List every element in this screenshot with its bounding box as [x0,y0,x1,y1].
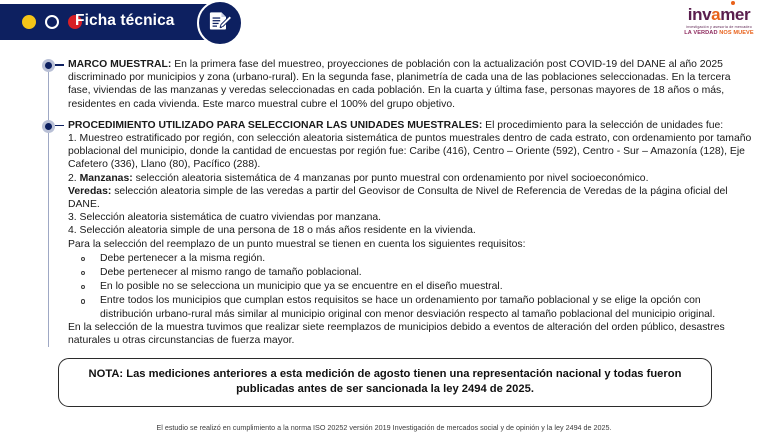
list-item: En lo posible no se selecciona un municipio que ya se encuentre en el diseño muestral. [68,280,754,293]
list-item: Entre todos los municipios que cumplan estos requisitos se hace un ordenamiento por tamaño poblacional y se elige la opción con distribución urbano-rural más similar al municipio original con menor desviación respecto al tamaño poblacional del municipio original. [68,294,754,320]
list-item: Debe pertenecer al mismo rango de tamaño poblacional. [68,266,754,279]
list-item: 3. Selección aleatoria sistemática de cuatro viviendas por manzana. [68,212,382,224]
timeline-stem-icon [55,64,64,66]
section-body: En la primera fase del muestreo, proyecciones de población con la actualización post COVID-19 del DANE al año 2025 discriminado por municipios y zona (urbano-rural). En la segunda fase, planimetría de cada una de las poblaciones seleccionadas. En la tercera fase, viviendas de las manzanas y veredas seleccionadas en cada población. En la cuarta y última fase, personas mayores de 18 años o más, residentes en cada vivienda. Este marco muestral cubre el 100% del grupo objetivo. [68,59,731,110]
header-dots [22,15,82,29]
timeline-stem-icon [55,125,64,127]
logo-word-part1: inv [687,5,712,24]
section-marco-muestral [42,58,754,111]
logo-tagline-2: NOS MUEVE [719,30,754,37]
invamer-logo [676,6,762,37]
closing-paragraph: En la selección de la muestra tuvimos que realizar siete reemplazos de municipios debido a eventos de alteración del orden público, desastres naturales u otras circunstancias de fuerza mayor. [68,321,725,347]
logo-tagline [676,31,762,37]
document-pencil-icon [197,0,243,46]
section-lead: MARCO MUESTRAL: [68,59,172,70]
note-container [58,358,712,407]
page-title: Ficha técnica [75,12,175,29]
section-procedimiento [42,119,754,347]
note-line-1: NOTA: Las mediciones anteriores a esta medición de agosto tienen una representación nacional y todas fueron [88,368,682,380]
list-item: 1. Muestreo estratificado por región, con selección aleatoria sistemática de puntos muestrales dentro de cada estrato, con ordenamiento por tamaño poblacional del municipio, donde la cantidad de encuestas por región fue: Caribe (416), Centro – Oriente (592), Centro - Sur – Amazonía (128), Eje Cafetero (336), Llano (80), Pacífico (288). [68,133,752,171]
footer-note: El estudio se realizó en cumplimiento a la norma ISO 20252 versión 2019 Investigación de mercados social y de opinión y la ley 2494 de 2025. [156,423,612,432]
page-header [0,4,768,48]
note-line-2: publicadas antes de ser sancionada la ley 2494 de 2025. [236,383,534,395]
logo-dot-icon [731,1,735,5]
dot-yellow-icon [22,15,36,29]
logo-word-part2: mer [720,5,751,24]
section-paragraph [68,119,754,132]
procedure-steps [68,132,754,238]
timeline-bullet-icon [42,120,55,133]
logo-tagline-1: LA VERDAD [684,30,718,37]
logo-flame-letter: a [711,5,721,24]
logo-subtitle: investigación y asesoría de mercadeo [686,24,752,29]
timeline-bullet-icon [42,59,55,72]
dot-blue-icon [45,15,59,29]
replacement-requirements [68,252,754,321]
section-paragraph [68,58,754,111]
section-body: El procedimiento para la selección de unidades fue: [482,119,724,131]
list-item: 2. Manzanas: selección aleatoria sistemática de 4 manzanas por punto muestral con ordenamiento por nivel socioeconómico. [68,172,649,184]
list-item: 4. Selección aleatoria simple de una persona de 18 o más años residente en la vivienda. [68,225,476,237]
content-area [42,58,754,355]
section-lead: PROCEDIMIENTO UTILIZADO PARA SELECCIONAR LAS UNIDADES MUESTRALES: [68,119,483,131]
logo-wordmark [688,6,750,23]
list-item: Debe pertenecer a la misma región. [68,252,754,265]
list-item: Veredas: selección aleatoria simple de las veredas a partir del Geovisor de Consulta de Nivel de Referencia de Veredas de la página oficial del DANE. [68,185,728,211]
note-box [58,358,712,407]
replacement-intro: Para la selección del reemplazo de un punto muestral se tienen en cuenta los siguientes requisitos: [68,238,526,250]
timeline-list [42,58,754,347]
